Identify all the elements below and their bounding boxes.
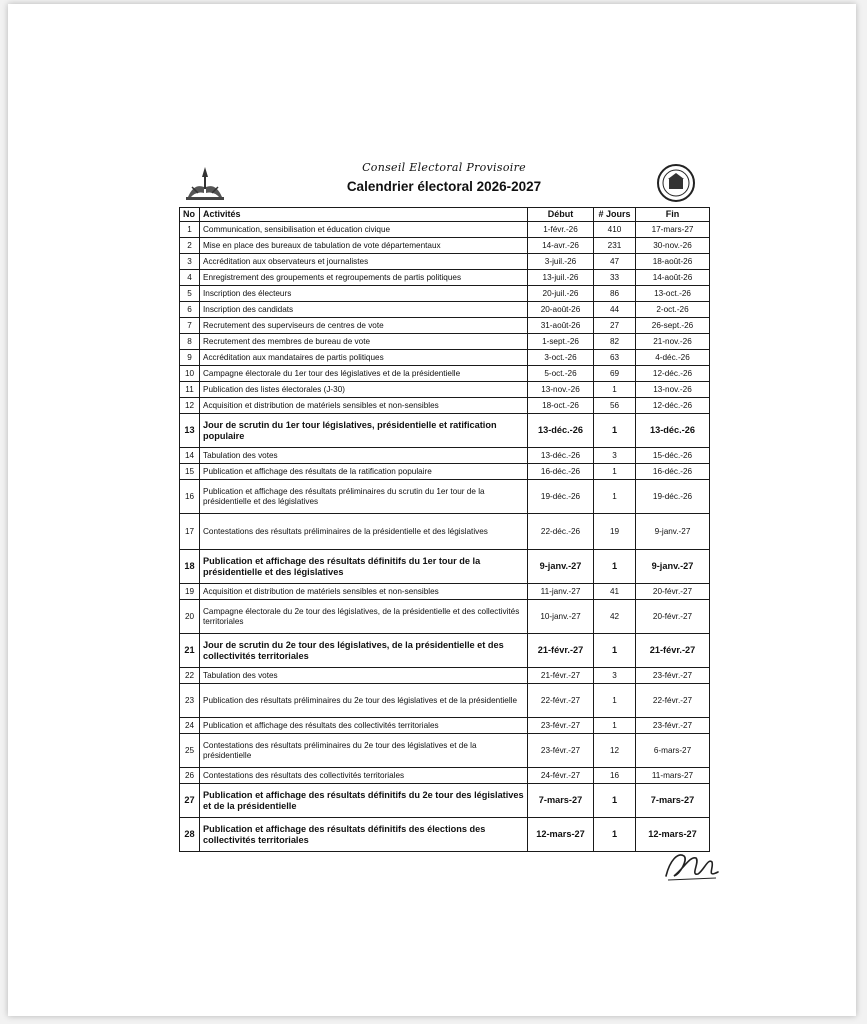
row-end-date: 12-déc.-26	[636, 366, 710, 382]
row-activity: Publication et affichage des résultats des collectivités territoriales	[200, 718, 528, 734]
row-end-date: 9-janv.-27	[636, 514, 710, 550]
row-start-date: 31-août-26	[528, 318, 594, 334]
row-activity: Contestations des résultats préliminaires du 2e tour des législatives et de la présidentielle	[200, 734, 528, 768]
row-days: 86	[594, 286, 636, 302]
table-row	[180, 318, 710, 334]
row-days: 1	[594, 684, 636, 718]
table-row	[180, 668, 710, 684]
row-end-date: 12-mars-27	[636, 818, 710, 852]
table-row	[180, 684, 710, 718]
row-activity: Accréditation aux observateurs et journalistes	[200, 254, 528, 270]
row-days: 1	[594, 480, 636, 514]
row-start-date: 21-févr.-27	[528, 668, 594, 684]
table-row	[180, 270, 710, 286]
row-days: 69	[594, 366, 636, 382]
table-row	[180, 448, 710, 464]
row-activity: Publication et affichage des résultats de la ratification populaire	[200, 464, 528, 480]
row-end-date: 30-nov.-26	[636, 238, 710, 254]
row-days: 47	[594, 254, 636, 270]
page-title: Calendrier électoral 2026-2027	[346, 179, 542, 194]
row-start-date: 21-févr.-27	[528, 634, 594, 668]
row-number: 6	[180, 302, 200, 318]
table-row	[180, 514, 710, 550]
table-header-row	[180, 208, 710, 222]
row-days: 12	[594, 734, 636, 768]
row-start-date: 23-févr.-27	[528, 734, 594, 768]
table-row	[180, 550, 710, 584]
signature	[660, 846, 724, 886]
row-activity: Jour de scrutin du 1er tour législatives, présidentielle et ratification populaire	[200, 414, 528, 448]
header-start: Début	[528, 208, 594, 222]
row-end-date: 6-mars-27	[636, 734, 710, 768]
header-no: No	[180, 208, 200, 222]
row-activity: Accréditation aux mandataires de partis politiques	[200, 350, 528, 366]
row-number: 22	[180, 668, 200, 684]
row-end-date: 9-janv.-27	[636, 550, 710, 584]
row-number: 13	[180, 414, 200, 448]
row-activity: Publication et affichage des résultats définitifs des élections des collectivités territoriales	[200, 818, 528, 852]
row-start-date: 13-juil.-26	[528, 270, 594, 286]
row-days: 56	[594, 398, 636, 414]
row-number: 28	[180, 818, 200, 852]
table-row	[180, 238, 710, 254]
row-activity: Contestations des résultats des collectivités territoriales	[200, 768, 528, 784]
row-end-date: 16-déc.-26	[636, 464, 710, 480]
row-number: 2	[180, 238, 200, 254]
row-days: 1	[594, 718, 636, 734]
table-row	[180, 784, 710, 818]
row-end-date: 23-févr.-27	[636, 718, 710, 734]
cep-seal-icon	[656, 163, 696, 203]
row-number: 24	[180, 718, 200, 734]
row-activity: Communication, sensibilisation et éducation civique	[200, 222, 528, 238]
row-days: 19	[594, 514, 636, 550]
row-start-date: 12-mars-27	[528, 818, 594, 852]
row-number: 8	[180, 334, 200, 350]
row-start-date: 11-janv.-27	[528, 584, 594, 600]
row-start-date: 3-oct.-26	[528, 350, 594, 366]
row-days: 3	[594, 448, 636, 464]
row-start-date: 22-déc.-26	[528, 514, 594, 550]
row-days: 42	[594, 600, 636, 634]
row-number: 15	[180, 464, 200, 480]
row-number: 21	[180, 634, 200, 668]
row-number: 19	[180, 584, 200, 600]
row-end-date: 17-mars-27	[636, 222, 710, 238]
row-number: 25	[180, 734, 200, 768]
row-number: 7	[180, 318, 200, 334]
row-activity: Inscription des électeurs	[200, 286, 528, 302]
row-start-date: 13-nov.-26	[528, 382, 594, 398]
table-body	[180, 222, 710, 852]
row-start-date: 24-févr.-27	[528, 768, 594, 784]
row-start-date: 13-déc.-26	[528, 448, 594, 464]
table-row	[180, 366, 710, 382]
row-start-date: 16-déc.-26	[528, 464, 594, 480]
row-activity: Publication et affichage des résultats définitifs du 1er tour de la présidentielle et des législatives	[200, 550, 528, 584]
row-end-date: 22-févr.-27	[636, 684, 710, 718]
row-days: 82	[594, 334, 636, 350]
row-start-date: 3-juil.-26	[528, 254, 594, 270]
row-start-date: 5-oct.-26	[528, 366, 594, 382]
header-activity: Activités	[200, 208, 528, 222]
row-number: 26	[180, 768, 200, 784]
header-end: Fin	[636, 208, 710, 222]
table-row	[180, 414, 710, 448]
row-start-date: 19-déc.-26	[528, 480, 594, 514]
row-days: 63	[594, 350, 636, 366]
row-days: 3	[594, 668, 636, 684]
row-days: 1	[594, 784, 636, 818]
row-activity: Contestations des résultats préliminaires de la présidentielle et des législatives	[200, 514, 528, 550]
row-end-date: 19-déc.-26	[636, 480, 710, 514]
row-number: 17	[180, 514, 200, 550]
row-start-date: 20-juil.-26	[528, 286, 594, 302]
table-row	[180, 584, 710, 600]
row-start-date: 9-janv.-27	[528, 550, 594, 584]
table-row	[180, 222, 710, 238]
row-number: 10	[180, 366, 200, 382]
row-start-date: 10-janv.-27	[528, 600, 594, 634]
row-start-date: 20-août-26	[528, 302, 594, 318]
row-activity: Jour de scrutin du 2e tour des législatives, de la présidentielle et des collectivités territoriales	[200, 634, 528, 668]
table-row	[180, 286, 710, 302]
row-activity: Inscription des candidats	[200, 302, 528, 318]
row-days: 1	[594, 818, 636, 852]
table-row	[180, 768, 710, 784]
row-activity: Acquisition et distribution de matériels sensibles et non-sensibles	[200, 584, 528, 600]
row-days: 1	[594, 634, 636, 668]
row-end-date: 20-févr.-27	[636, 600, 710, 634]
row-end-date: 11-mars-27	[636, 768, 710, 784]
table-row	[180, 350, 710, 366]
row-start-date: 22-févr.-27	[528, 684, 594, 718]
row-activity: Publication des listes électorales (J-30)	[200, 382, 528, 398]
table-row	[180, 600, 710, 634]
electoral-calendar-table	[179, 207, 710, 852]
row-end-date: 18-août-26	[636, 254, 710, 270]
row-days: 1	[594, 414, 636, 448]
row-activity: Enregistrement des groupements et regroupements de partis politiques	[200, 270, 528, 286]
row-number: 11	[180, 382, 200, 398]
row-end-date: 13-nov.-26	[636, 382, 710, 398]
row-activity: Campagne électorale du 2e tour des législatives, de la présidentielle et des collectivités territoriales	[200, 600, 528, 634]
row-end-date: 14-août-26	[636, 270, 710, 286]
document-header	[178, 155, 710, 207]
row-end-date: 13-oct.-26	[636, 286, 710, 302]
row-activity: Publication et affichage des résultats définitifs du 2e tour des législatives et de la présidentielle	[200, 784, 528, 818]
row-end-date: 12-déc.-26	[636, 398, 710, 414]
row-activity: Tabulation des votes	[200, 448, 528, 464]
row-activity: Acquisition et distribution de matériels sensibles et non-sensibles	[200, 398, 528, 414]
table-row	[180, 398, 710, 414]
row-number: 20	[180, 600, 200, 634]
row-days: 16	[594, 768, 636, 784]
row-number: 12	[180, 398, 200, 414]
table-row	[180, 302, 710, 318]
table-row	[180, 382, 710, 398]
row-activity: Mise en place des bureaux de tabulation de vote départementaux	[200, 238, 528, 254]
row-number: 14	[180, 448, 200, 464]
row-end-date: 2-oct.-26	[636, 302, 710, 318]
row-days: 1	[594, 464, 636, 480]
table-row	[180, 464, 710, 480]
row-number: 23	[180, 684, 200, 718]
row-days: 44	[594, 302, 636, 318]
table-row	[180, 480, 710, 514]
row-number: 4	[180, 270, 200, 286]
row-days: 27	[594, 318, 636, 334]
row-number: 18	[180, 550, 200, 584]
row-number: 1	[180, 222, 200, 238]
row-start-date: 7-mars-27	[528, 784, 594, 818]
row-activity: Publication et affichage des résultats préliminaires du scrutin du 1er tour de la présidentielle et des législatives	[200, 480, 528, 514]
table-row	[180, 254, 710, 270]
row-start-date: 23-févr.-27	[528, 718, 594, 734]
row-activity: Campagne électorale du 1er tour des législatives et de la présidentielle	[200, 366, 528, 382]
row-end-date: 21-nov.-26	[636, 334, 710, 350]
row-days: 1	[594, 382, 636, 398]
row-end-date: 4-déc.-26	[636, 350, 710, 366]
row-days: 33	[594, 270, 636, 286]
organization-name: Conseil Electoral Provisoire	[362, 161, 526, 174]
table-row	[180, 334, 710, 350]
row-end-date: 13-déc.-26	[636, 414, 710, 448]
header-days: # Jours	[594, 208, 636, 222]
row-number: 27	[180, 784, 200, 818]
table-row	[180, 634, 710, 668]
row-activity: Recrutement des membres de bureau de vote	[200, 334, 528, 350]
row-end-date: 21-févr.-27	[636, 634, 710, 668]
row-start-date: 1-févr.-26	[528, 222, 594, 238]
row-number: 9	[180, 350, 200, 366]
table-row	[180, 818, 710, 852]
row-days: 231	[594, 238, 636, 254]
row-number: 16	[180, 480, 200, 514]
table-row	[180, 718, 710, 734]
row-end-date: 7-mars-27	[636, 784, 710, 818]
row-days: 41	[594, 584, 636, 600]
row-start-date: 1-sept.-26	[528, 334, 594, 350]
row-days: 1	[594, 550, 636, 584]
row-end-date: 15-déc.-26	[636, 448, 710, 464]
row-number: 5	[180, 286, 200, 302]
row-start-date: 18-oct.-26	[528, 398, 594, 414]
row-start-date: 14-avr.-26	[528, 238, 594, 254]
row-activity: Recrutement des superviseurs de centres de vote	[200, 318, 528, 334]
row-end-date: 26-sept.-26	[636, 318, 710, 334]
row-start-date: 13-déc.-26	[528, 414, 594, 448]
row-activity: Publication des résultats préliminaires du 2e tour des législatives et de la présidentielle	[200, 684, 528, 718]
row-days: 410	[594, 222, 636, 238]
row-end-date: 20-févr.-27	[636, 584, 710, 600]
row-number: 3	[180, 254, 200, 270]
row-end-date: 23-févr.-27	[636, 668, 710, 684]
table-row	[180, 734, 710, 768]
row-activity: Tabulation des votes	[200, 668, 528, 684]
